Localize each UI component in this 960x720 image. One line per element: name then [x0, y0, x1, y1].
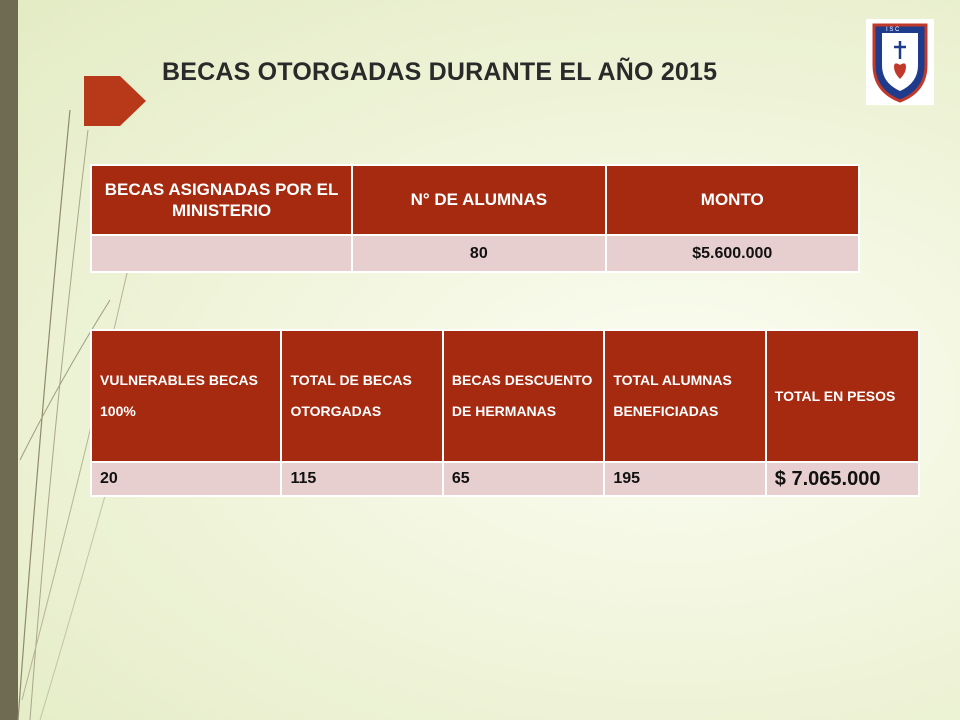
- table-header-row: [91, 330, 919, 462]
- table-cell: $ 7.065.000: [766, 462, 919, 496]
- school-crest-logo: [866, 19, 934, 105]
- table-cell: 65: [443, 462, 604, 496]
- table-cell: $5.600.000: [606, 235, 859, 272]
- scholarships-summary-table: [90, 329, 920, 497]
- page-title: BECAS OTORGADAS DURANTE EL AÑO 2015: [162, 58, 718, 86]
- table-header-cell: TOTAL EN PESOS: [766, 330, 919, 462]
- table-cell: [91, 235, 352, 272]
- table-header-cell: BECAS DESCUENTO DE HERMANAS: [443, 330, 604, 462]
- table-header-cell: TOTAL ALUMNAS BENEFICIADAS: [604, 330, 765, 462]
- table-cell: 20: [91, 462, 281, 496]
- table-header-cell: BECAS ASIGNADAS POR EL MINISTERIO: [91, 165, 352, 235]
- table-row: [91, 235, 859, 272]
- table-header-cell: N° DE ALUMNAS: [352, 165, 605, 235]
- table-header-row: [91, 165, 859, 235]
- title-arrow-icon: [84, 76, 146, 126]
- ministry-scholarships-table: [90, 164, 860, 273]
- table-header-cell: MONTO: [606, 165, 859, 235]
- table-header-cell: TOTAL DE BECAS OTORGADAS: [281, 330, 442, 462]
- table-row: [91, 462, 919, 496]
- table-cell: 80: [352, 235, 605, 272]
- svg-text:I S C: I S C: [886, 27, 900, 33]
- table-cell: 115: [281, 462, 442, 496]
- table-header-cell: VULNERABLES BECAS 100%: [91, 330, 281, 462]
- table-cell: 195: [604, 462, 765, 496]
